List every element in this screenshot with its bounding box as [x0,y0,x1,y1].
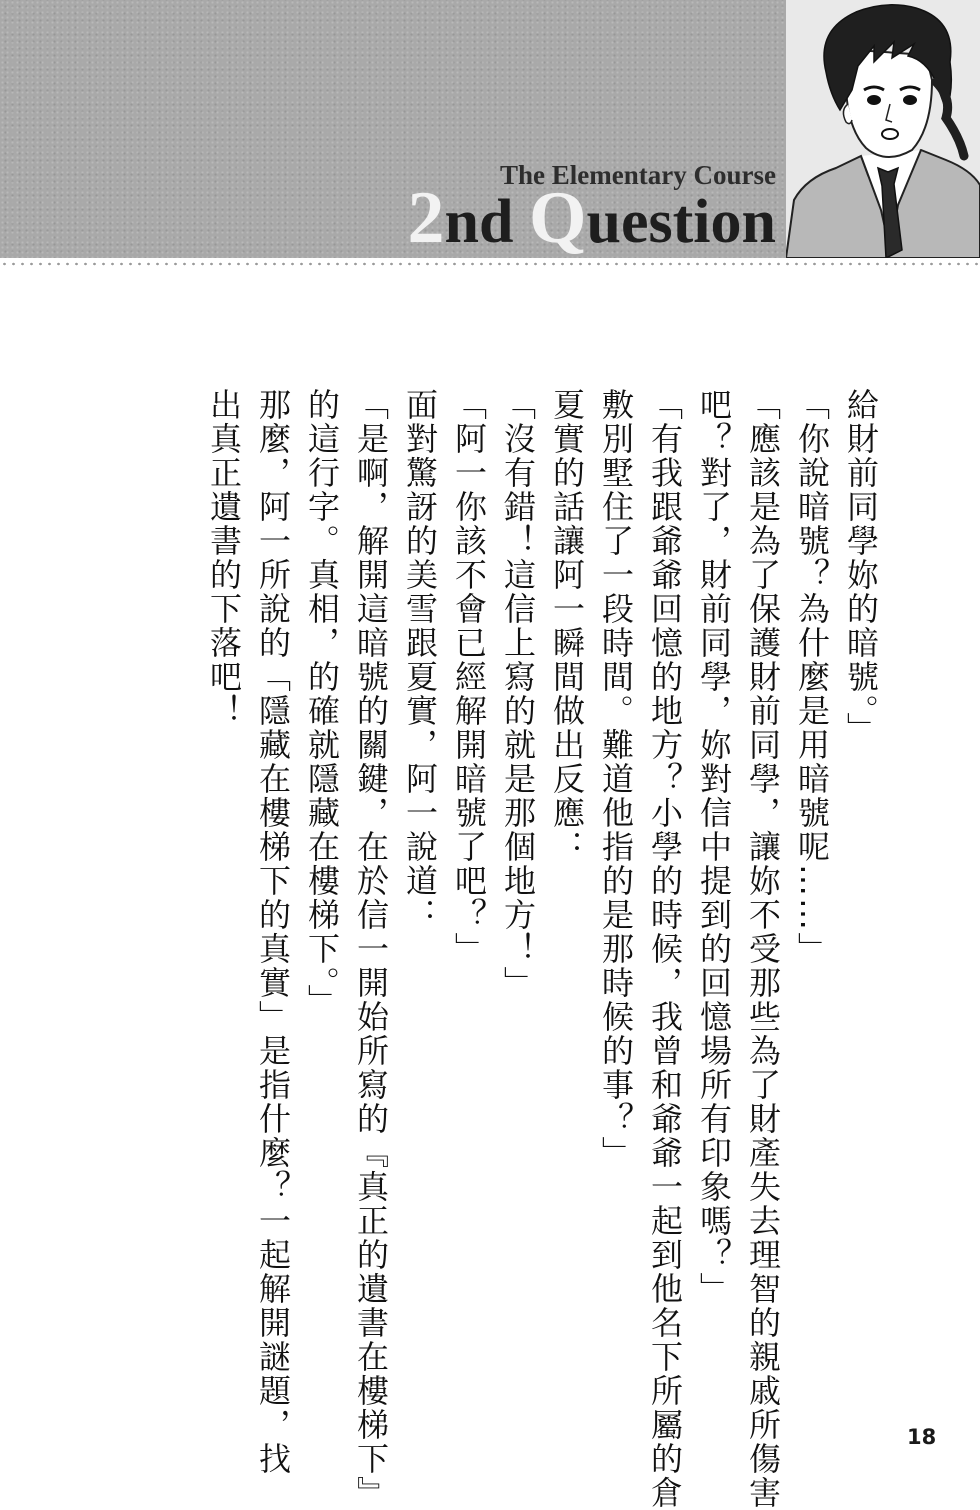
chapter-title [407,177,776,259]
body-line-5: 「有我跟爺爺回憶的地方？小學的時候，我曾和爺爺一起到他名下所屬的倉 [646,388,684,1510]
chapter-title-second-letter: Q [528,177,587,259]
character-portrait-illustration [786,0,980,258]
body-line-3: 「應該是為了保護財前同學，讓妳不受那些為了財產失去理智的親戚所傷害 [744,388,782,1510]
page-number: 18 [907,1425,937,1449]
chapter-subtitle: The Elementary Course [500,160,776,190]
chapter-title-part-1: nd [444,188,529,256]
body-line-12: 的這行字。真相，的確就隱藏在樓梯下。」 [303,388,341,1018]
article-body-text [199,388,885,1510]
body-line-13: 那麼，阿一所說的「隱藏在樓梯下的真實」是指什麼？一起解開謎題，找 [254,388,292,1476]
body-line-10: 面對驚訝的美雪跟夏實，阿一說道： [401,388,439,932]
chapter-title-first-letter: 2 [407,177,445,259]
body-line-14: 出真正遺書的下落吧！ [205,388,243,728]
body-line-4: 吧？對了，財前同學，妳對信中提到的回憶場所有印象嗎？」 [695,388,733,1306]
body-line-8: 「沒有錯！這信上寫的就是那個地方！」 [499,388,537,1000]
body-line-9: 「阿一你該不會已經解開暗號了吧？」 [450,388,488,966]
body-line-1: 給財前同學妳的暗號。」 [842,388,880,746]
body-line-6: 敷別墅住了一段時間。難道他指的是那時候的事？」 [597,388,635,1170]
header-dotted-divider [0,260,980,268]
body-line-7: 夏實的話讓阿一瞬間做出反應： [548,388,586,864]
body-line-2: 「你說暗號？為什麼是用暗號呢……」 [793,388,831,966]
body-line-11: 「是啊，解開這暗號的關鍵，在於信一開始所寫的『真正的遺書在樓梯下』 [352,388,390,1510]
chapter-title-part-2: uestion [586,188,776,256]
